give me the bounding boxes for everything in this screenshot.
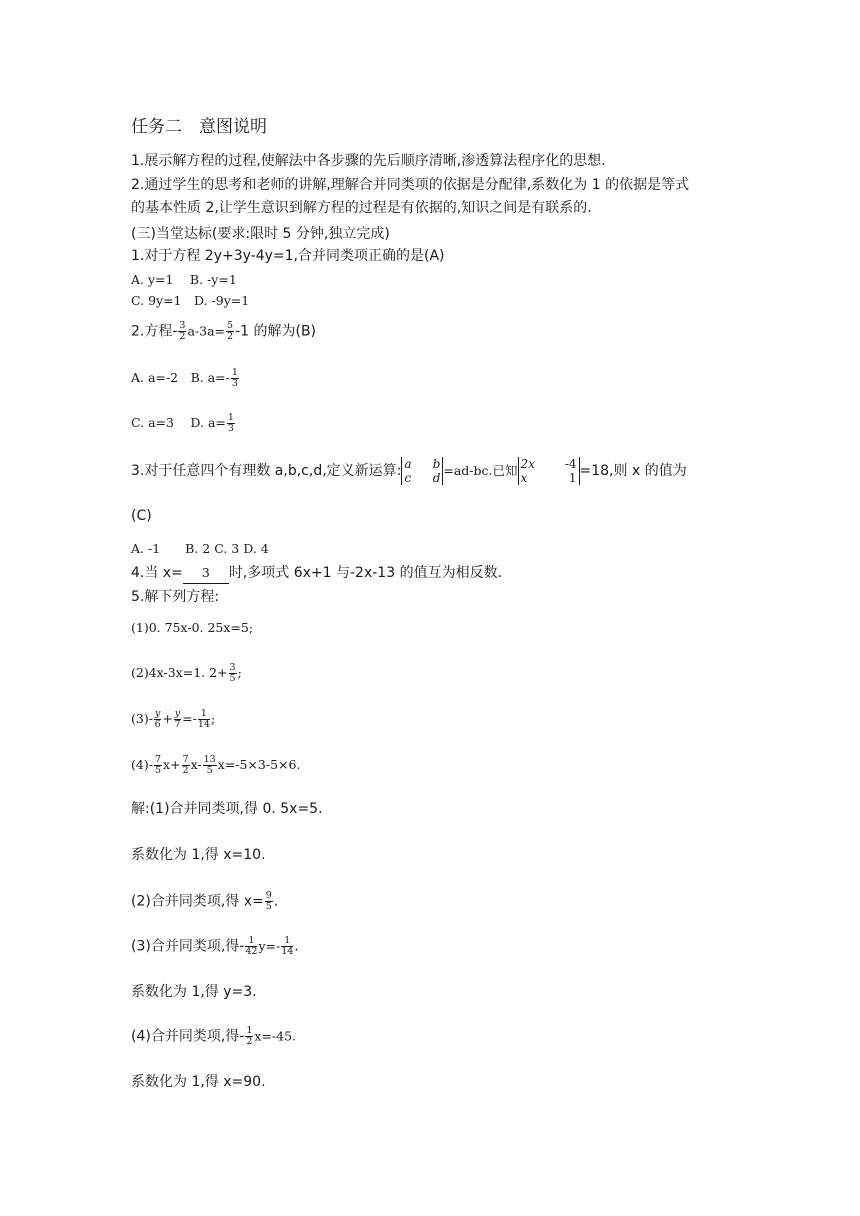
q5-e2-pre: (2)4x-3x=1. 2+ [131, 665, 228, 680]
solution-2-numerator: 9 [265, 890, 272, 901]
task-heading: 任务二 意图说明 [131, 117, 267, 137]
solution-3 [131, 936, 299, 957]
q3-stem-pre: 3.对于任意四个有理数 a,b,c,d,定义新运算: [131, 463, 402, 479]
q3-answer: (C) [131, 508, 152, 524]
q5-e3-f2-numerator: y [174, 708, 181, 719]
q5-e3-mid: + [162, 711, 173, 726]
det2-d: 1 [568, 471, 577, 485]
q2-options-cd [131, 413, 236, 434]
solution-3-f1-numerator: 1 [245, 936, 257, 947]
solution-3-pre: (3)合并同类项,得- [131, 938, 245, 955]
q4-answer-blank: 3 [183, 563, 229, 584]
q2-options-ab [131, 368, 240, 389]
q2-fraction-2 [226, 321, 234, 342]
intent-paragraph-1: 1.展示解方程的过程,使解法中各步骤的先后顺序清晰,渗透算法程序化的思想. [131, 153, 606, 169]
solution-1b: 系数化为 1,得 x=10. [131, 847, 266, 863]
solution-4-pre: (4)合并同类项,得- [131, 1028, 245, 1045]
q5-equation-2 [131, 663, 242, 684]
q2-f2-denominator: 2 [227, 331, 234, 342]
q5-e3-pre: (3)- [131, 711, 153, 726]
solution-1: 解:(1)合并同类项,得 0. 5x=5. [131, 801, 323, 817]
solution-2-fraction [265, 891, 273, 912]
q2-option-b-fraction [231, 368, 239, 389]
q5-e2-numerator: 3 [229, 662, 236, 673]
q2-option-a: A. a=-2 B. a=- [131, 370, 230, 385]
solution-3-f1-denominator: 42 [245, 946, 258, 957]
q2-stem-pre: 2.方程- [131, 323, 178, 340]
solution-4-post: x=-45. [254, 1028, 297, 1044]
det1-b: b [432, 457, 441, 471]
det2-c: x [520, 471, 528, 485]
q1-options-ab: A. y=1 B. -y=1 [131, 272, 237, 287]
q5-e3-f3-numerator: 1 [198, 709, 210, 720]
q5-e3-post: ; [210, 711, 216, 726]
q2-stem [131, 321, 316, 342]
solution-3-f2-numerator: 1 [281, 936, 293, 947]
solution-4-denominator: 2 [246, 1036, 253, 1047]
q5-e4-f2-denominator: 2 [182, 765, 189, 776]
q5-e4-post: x=-5×3-5×6. [217, 757, 301, 772]
q4-stem [131, 563, 502, 584]
solution-3-f2-denominator: 14 [281, 946, 294, 957]
q2-stem-mid: a-3a= [187, 323, 226, 339]
q2-stem-post: -1 的解为(B) [235, 323, 317, 340]
q1-options-cd: C. 9y=1 D. -9y=1 [131, 293, 250, 308]
solution-4b: 系数化为 1,得 x=90. [131, 1074, 266, 1090]
q3-determinant-given [518, 457, 580, 485]
q1-stem: 1.对于方程 2y+3y-4y=1,合并同类项正确的是(A) [131, 248, 445, 264]
det1-a: a [404, 457, 412, 471]
q5-e3-fraction-1 [154, 709, 161, 730]
solution-3-fraction-2 [281, 936, 293, 957]
section-heading: (三)当堂达标(要求:限时 5 分钟,独立完成) [131, 226, 390, 242]
q2-od-denominator: 3 [227, 423, 234, 434]
q5-e4-b: x- [190, 757, 202, 772]
q2-od-numerator: 1 [227, 412, 234, 423]
q5-e3-f1-numerator: y [154, 708, 161, 719]
q2-f1-denominator: 2 [179, 331, 186, 342]
q5-e3-f3-denominator: 14 [197, 719, 210, 730]
q5-e3-mid2: =- [182, 711, 197, 726]
q2-ob-numerator: 1 [231, 367, 238, 378]
q2-f1-numerator: 3 [179, 320, 186, 331]
solution-3-post: . [294, 938, 299, 955]
q5-equation-3 [131, 709, 215, 730]
det1-d: d [432, 471, 441, 485]
q5-e4-a: x+ [162, 757, 181, 772]
q5-e4-pre: (4)- [131, 757, 153, 772]
solution-2-pre: (2)合并同类项,得 x= [131, 893, 264, 910]
solution-4-fraction [245, 1026, 253, 1047]
q3-determinant-definition [401, 457, 443, 485]
q5-e4-f1-denominator: 5 [154, 765, 161, 776]
q3-stem-mid: =ad-bc.已知 [443, 463, 518, 478]
q2-option-d-fraction [227, 413, 235, 434]
solution-2-denominator: 5 [265, 901, 272, 912]
q3-stem [131, 457, 687, 485]
q4-stem-post: 时,多项式 6x+1 与-2x-13 的值互为相反数. [228, 565, 503, 581]
q5-e2-post: ; [237, 665, 242, 680]
q5-equation-1: (1)0. 75x-0. 25x=5; [131, 620, 254, 635]
q5-e4-fraction-2 [182, 755, 190, 776]
q5-e4-f3-numerator: 13 [203, 754, 216, 765]
solution-3b: 系数化为 1,得 y=3. [131, 984, 257, 1000]
q5-e3-f2-denominator: 7 [174, 719, 181, 730]
intent-paragraph-2-line-1: 2.通过学生的思考和老师的讲解,理解合并同类项的依据是分配律,系数化为 1 的依据是等式 [131, 177, 690, 193]
solution-3-mid: y=- [258, 938, 281, 954]
det2-a: 2x [520, 457, 535, 471]
q5-e4-fraction-1 [154, 755, 162, 776]
solution-2 [131, 891, 278, 912]
solution-3-fraction-1 [245, 936, 257, 957]
q2-ob-denominator: 3 [231, 378, 238, 389]
q3-options: A. -1 B. 2 C. 3 D. 4 [131, 541, 269, 556]
det1-c: c [404, 471, 412, 485]
q5-e3-f1-denominator: 6 [154, 719, 161, 730]
q2-f2-numerator: 5 [227, 320, 234, 331]
solution-4-numerator: 1 [246, 1025, 253, 1036]
q5-e3-fraction-3 [198, 709, 210, 730]
q2-option-c: C. a=3 D. a= [131, 415, 226, 430]
det2-b: -4 [564, 457, 577, 471]
intent-paragraph-2-line-2: 的基本性质 2,让学生意识到解方程的过程是有依据的,知识之间是有联系的. [131, 200, 592, 216]
q5-equation-4 [131, 755, 300, 776]
q5-e2-denominator: 5 [229, 673, 236, 684]
q2-fraction-1 [178, 321, 186, 342]
solution-2-post: . [273, 893, 279, 910]
q5-e2-fraction [229, 663, 237, 684]
q4-stem-pre: 4.当 x= [131, 565, 183, 581]
solution-4 [131, 1026, 296, 1047]
q5-e4-f2-numerator: 7 [182, 754, 189, 765]
q5-e4-fraction-3 [203, 755, 217, 776]
q5-e3-fraction-2 [174, 709, 181, 730]
q5-stem: 5.解下列方程: [131, 589, 220, 605]
q5-e4-f3-denominator: 5 [206, 765, 213, 776]
q5-e4-f1-numerator: 7 [154, 754, 161, 765]
q3-stem-post: =18,则 x 的值为 [579, 463, 687, 479]
